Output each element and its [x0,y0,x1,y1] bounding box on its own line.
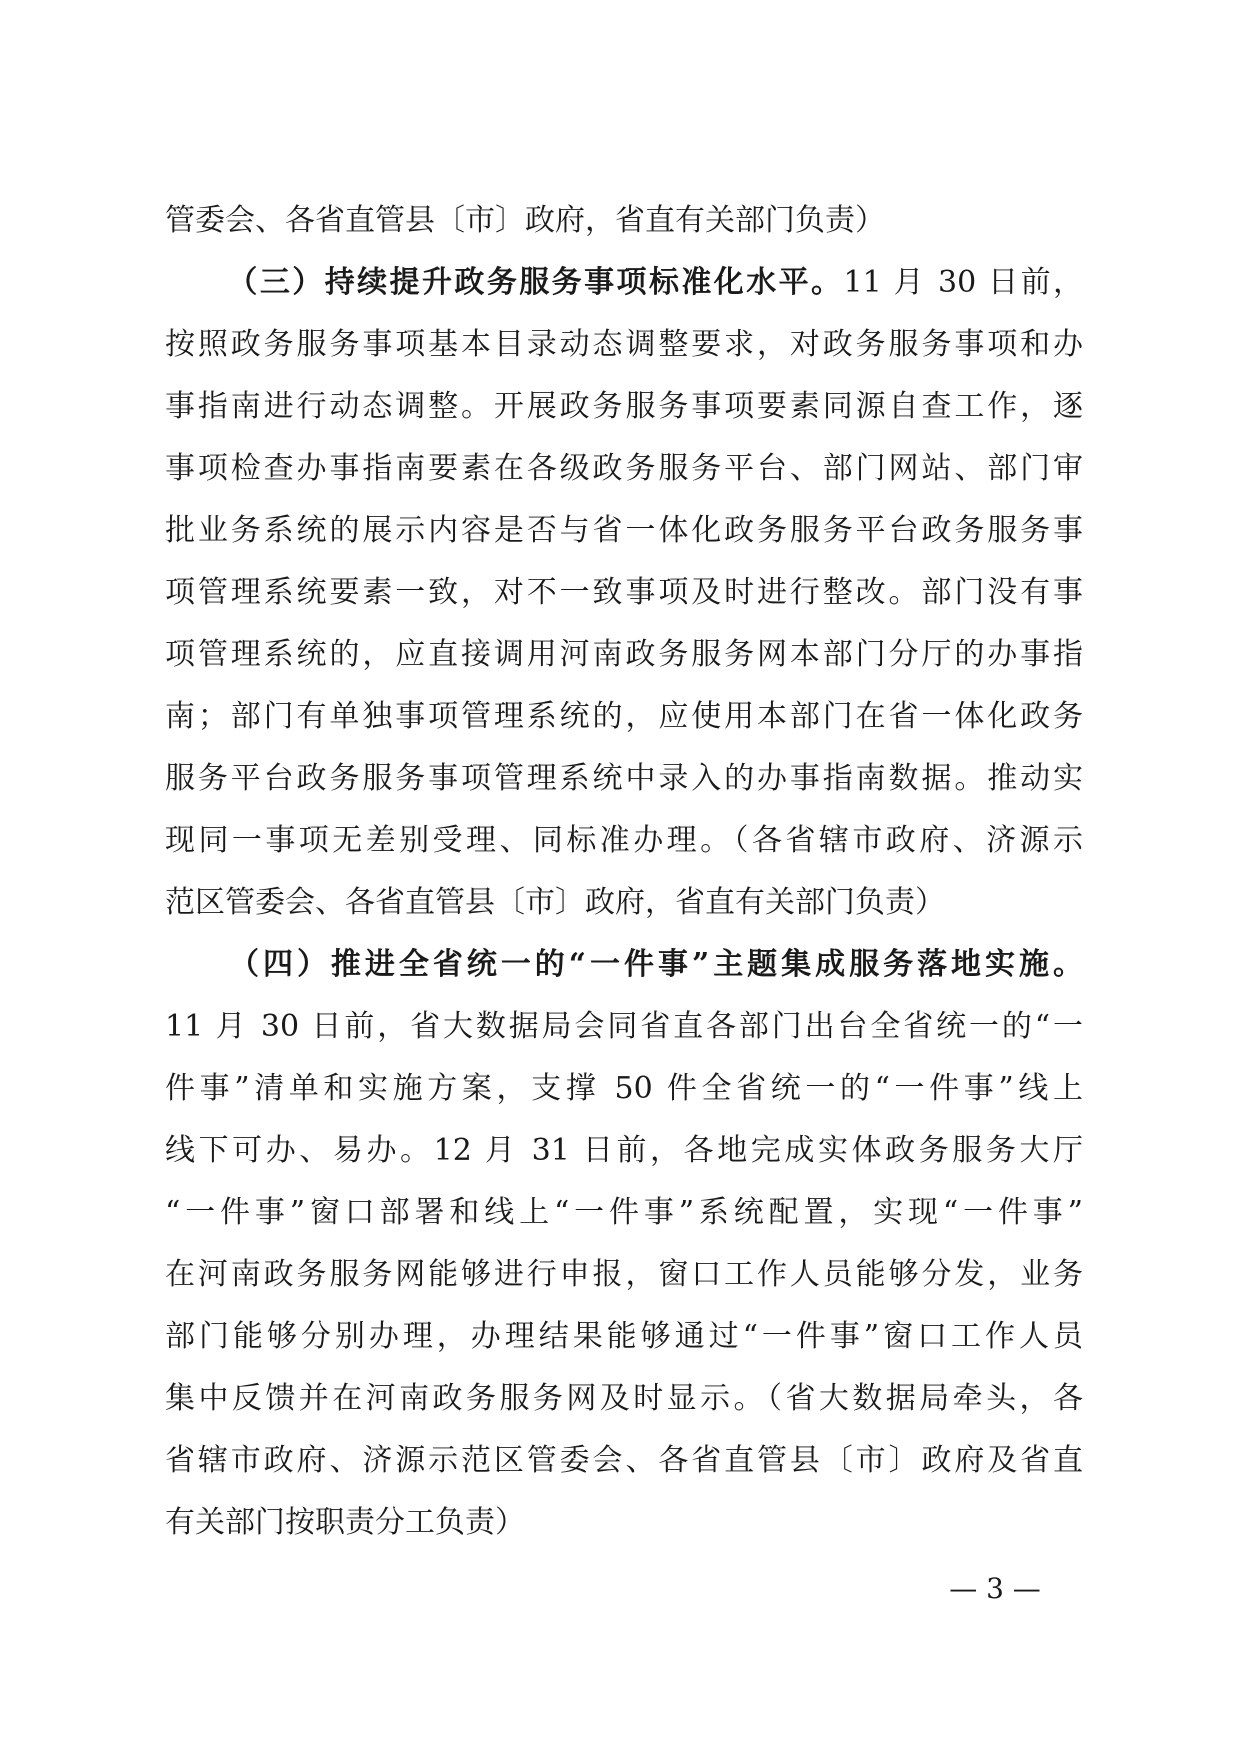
text-line: 省辖市政府、济源示范区管委会、各省直管县〔市〕政府及省直 [165,1443,1083,1478]
section-heading-line [165,252,1083,314]
section-heading-3: （三）持续提升政务服务事项标准化水平。 [225,265,844,300]
text-line: 服务平台政务服务事项管理系统中录入的办事指南数据。推动实 [165,761,1083,796]
text-line: 南；部门有单独事项管理系统的，应使用本部门在省一体化政务 [165,699,1083,734]
text-line: “一件事”窗口部署和线上“一件事”系统配置，实现“一件事” [165,1195,1083,1230]
text-line: 事指南进行动态调整。开展政务服务事项要素同源自查工作，逐 [165,389,1083,424]
text-line: 项管理系统要素一致，对不一致事项及时进行整改。部门没有事 [165,575,1083,610]
text-line: 集中反馈并在河南政务服务网及时显示。（省大数据局牵头，各 [165,1381,1083,1416]
section-heading-line [165,934,1083,996]
text-line: 有关部门按职责分工负责） [165,1505,525,1540]
text-line: 在河南政务服务网能够进行申报，窗口工作人员能够分发，业务 [165,1257,1083,1292]
text-line: 按照政务服务事项基本目录动态调整要求，对政务服务事项和办 [165,327,1083,362]
text-line: 范区管委会、各省直管县〔市〕政府，省直有关部门负责） [165,885,945,920]
section-heading-4: （四）推进全省统一的“一件事”主题集成服务落地实施。 [225,947,1083,982]
text-line: 现同一事项无差别受理、同标准办理。（各省辖市政府、济源示 [165,823,1083,858]
text-line: 部门能够分别办理，办理结果能够通过“一件事”窗口工作人员 [165,1319,1083,1354]
document-body [165,190,1083,1554]
text-line: 项管理系统的，应直接调用河南政务服务网本部门分厅的办事指 [165,637,1083,672]
text-line: 事项检查办事指南要素在各级政务服务平台、部门网站、部门审 [165,451,1083,486]
text-line: 批业务系统的展示内容是否与省一体化政务服务平台政务服务事 [165,513,1083,548]
text-line: 件事”清单和实施方案，支撑 50 件全省统一的“一件事”线上 [165,1071,1083,1106]
heading-date: 11 月 30 日前， [843,265,1084,300]
page-number: — 3 — [949,1572,1041,1605]
text-line: 11 月 30 日前，省大数据局会同省直各部门出台全省统一的“一 [165,1009,1083,1044]
text-line: 线下可办、易办。12 月 31 日前，各地完成实体政务服务大厅 [165,1133,1083,1168]
text-line: 管委会、各省直管县〔市〕政府，省直有关部门负责） [165,203,885,238]
